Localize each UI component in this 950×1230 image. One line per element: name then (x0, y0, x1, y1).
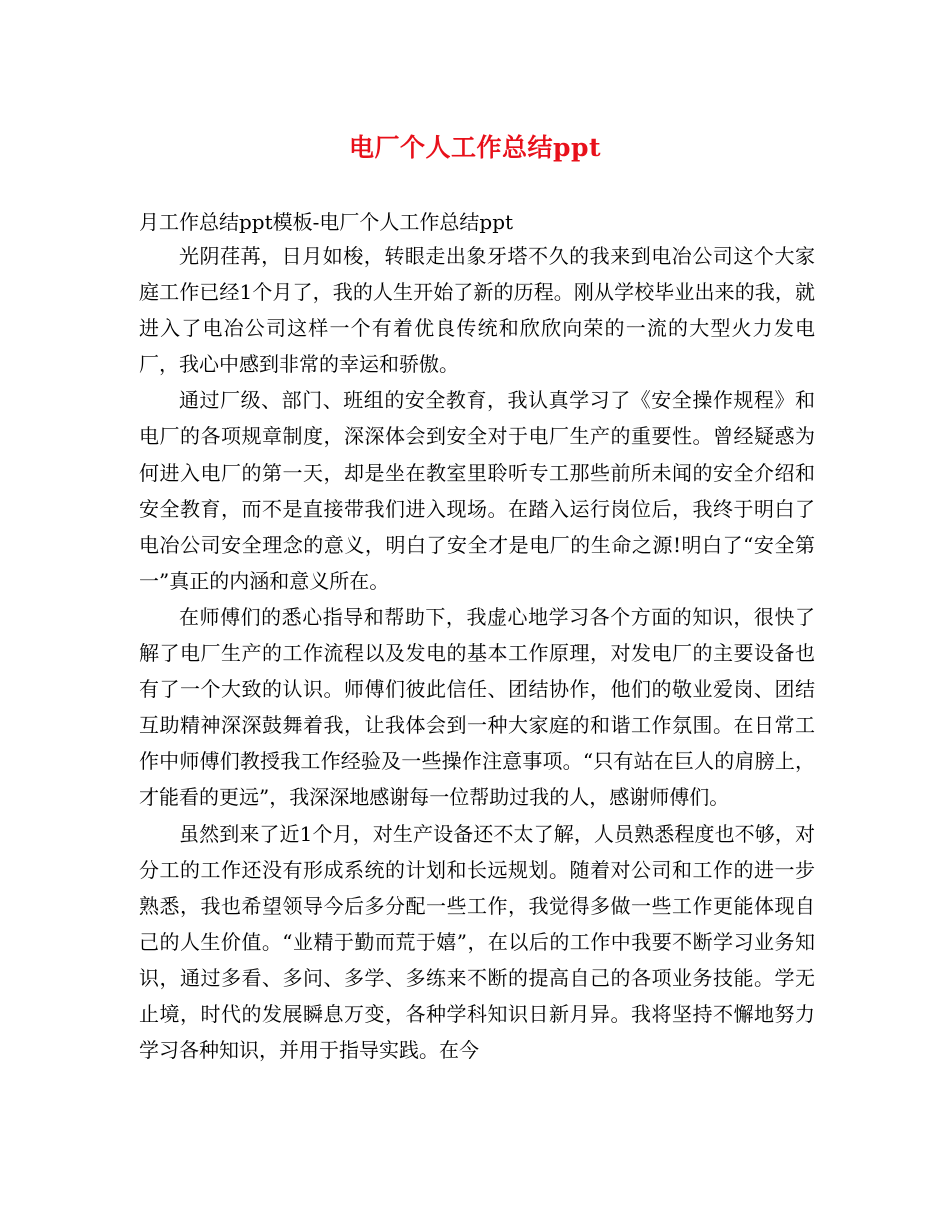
body-paragraph: 光阴荏苒，日月如梭，转眼走出象牙塔不久的我来到电冶公司这个大家庭工作已经1个月了，我的人生开始了新的历程。刚从学校毕业出来的我，就进入了电冶公司这样一个有着优良传统和欣欣向荣的一流的大型火力发电厂，我心中感到非常的幸运和骄傲。 (139, 244, 815, 377)
body-paragraph: 通过厂级、部门、班组的安全教育，我认真学习了《安全操作规程》和电厂的各项规章制度，深深体会到安全对于电厂生产的重要性。曾经疑惑为何进入电厂的第一天，却是坐在教室里聆听专工那些前所未闻的安全介绍和安全教育，而不是直接带我们进入现场。在踏入运行岗位后，我终于明白了电冶公司安全理念的意义，明白了安全才是电厂的生命之源!明白了“安全第一”真正的内涵和意义所在。 (139, 388, 815, 593)
body-paragraph: 虽然到来了近1个月，对生产设备还不太了解，人员熟悉程度也不够，对分工的工作还没有形成系统的计划和长远规划。随着对公司和工作的进一步熟悉，我也希望领导今后多分配一些工作，我觉得多做一些工作更能体现自己的人生价值。“业精于勤而荒于嬉”，在以后的工作中我要不断学习业务知识，通过多看、多问、多学、多练来不断的提高自己的各项业务技能。学无止境，时代的发展瞬息万变，各种学科知识日新月异。我将坚持不懈地努力学习各种知识，并用于指导实践。在今 (139, 821, 815, 1063)
document-title: 电厂个人工作总结ppt (348, 133, 601, 162)
document-body (139, 238, 815, 1068)
document-subtitle: 月工作总结ppt模板-电厂个人工作总结ppt (139, 210, 514, 234)
body-paragraph: 在师傅们的悉心指导和帮助下，我虚心地学习各个方面的知识，很快了解了电厂生产的工作流程以及发电的基本工作原理，对发电厂的主要设备也有了一个大致的认识。师傅们彼此信任、团结协作，他们的敬业爱岗、团结互助精神深深鼓舞着我，让我体会到一种大家庭的和谐工作氛围。在日常工作中师傅们教授我工作经验及一些操作注意事项。“只有站在巨人的肩膀上，才能看的更远”，我深深地感谢每一位帮助过我的人，感谢师傅们。 (139, 604, 815, 810)
